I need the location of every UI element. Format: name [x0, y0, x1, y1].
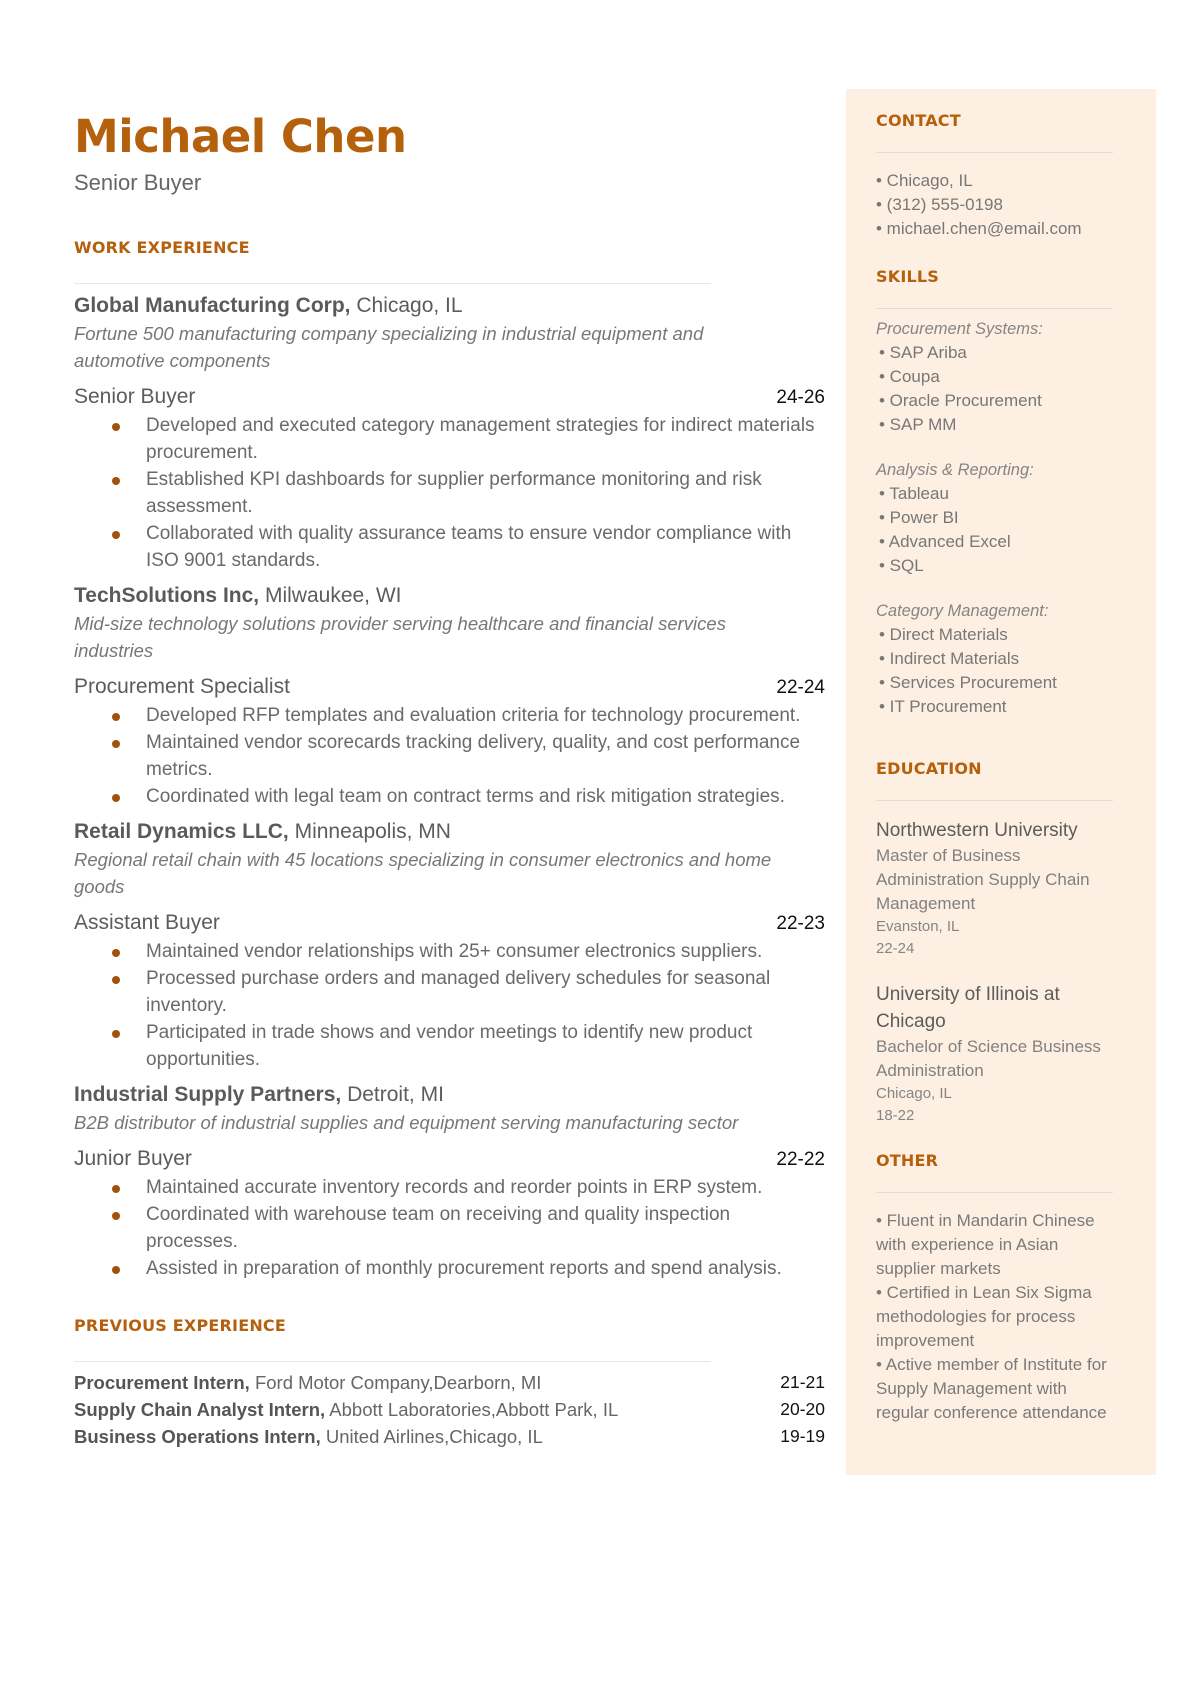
skill-item: • Oracle Procurement — [879, 391, 1042, 410]
bullet-item — [74, 783, 825, 810]
other-list — [876, 1209, 1121, 1425]
bullet-text: Developed RFP templates and evaluation criteria for technology procurement. — [146, 705, 801, 726]
skill-category — [876, 458, 1121, 578]
bullet-text: Maintained vendor scorecards tracking delivery, quality, and cost performance metrics. — [146, 732, 801, 780]
company-name: Retail Dynamics LLC, — [74, 820, 289, 843]
bullet-item — [74, 520, 825, 574]
bullet-dot-icon — [112, 713, 120, 721]
previous-role: Supply Chain Analyst Intern, — [74, 1399, 326, 1420]
bullet-text: Maintained accurate inventory records and reorder points in ERP system. — [146, 1177, 763, 1198]
bullet-item — [74, 1255, 825, 1282]
education-heading: EDUCATION — [876, 759, 982, 778]
previous-experience-list — [74, 1369, 825, 1450]
skills-heading: SKILLS — [876, 267, 939, 286]
previous-dates: 20-20 — [780, 1399, 825, 1419]
school-name: University of Illinois at Chicago — [876, 984, 1060, 1032]
contact-heading: CONTACT — [876, 111, 961, 130]
bullet-item — [74, 702, 825, 729]
previous-experience-text — [74, 1369, 541, 1396]
education-entry — [876, 817, 1121, 960]
skill-item: • Power BI — [879, 508, 959, 527]
other-heading: OTHER — [876, 1151, 939, 1170]
role-row — [74, 909, 825, 938]
bullet-text: Assisted in preparation of monthly procurement reports and spend analysis. — [146, 1258, 782, 1279]
bullet-dot-icon — [112, 423, 120, 431]
job-role: Procurement Specialist — [74, 675, 290, 698]
job-dates: 22-24 — [776, 677, 825, 698]
company-line — [74, 1081, 825, 1109]
job-bullets — [74, 938, 825, 1073]
job-entry — [74, 1081, 825, 1282]
bullet-dot-icon — [112, 531, 120, 539]
skill-item: • Services Procurement — [879, 673, 1057, 692]
education-entry — [876, 981, 1121, 1127]
previous-org: Ford Motor Company,Dearborn, MI — [254, 1372, 542, 1393]
school-location: Evanston, IL — [876, 918, 960, 935]
skill-item: • SAP MM — [879, 415, 957, 434]
bullet-text: Maintained vendor relationships with 25+ consumer electronics suppliers. — [146, 941, 763, 962]
education-dates: 22-24 — [876, 940, 915, 957]
skills-list — [876, 317, 1121, 719]
previous-experience-text — [74, 1423, 543, 1450]
previous-org: Abbott Laboratories,Abbott Park, IL — [329, 1399, 619, 1420]
bullet-text: Processed purchase orders and managed delivery schedules for seasonal inventory. — [146, 968, 771, 1016]
contact-item: • (312) 555-0198 — [876, 195, 1003, 214]
other-item: • Active member of Institute for Supply Management with regular conference attendance — [876, 1355, 1107, 1422]
company-location: Milwaukee, WI — [264, 584, 402, 607]
skill-item: • SAP Ariba — [879, 343, 967, 362]
job-bullets — [74, 702, 825, 810]
company-location: Minneapolis, MN — [294, 820, 451, 843]
company-line — [74, 292, 825, 320]
bullet-dot-icon — [112, 1185, 120, 1193]
job-bullets — [74, 1174, 825, 1282]
previous-dates: 19-19 — [780, 1426, 825, 1446]
skill-item: • Indirect Materials — [879, 649, 1020, 668]
skill-items — [876, 623, 1121, 719]
skill-item: • Advanced Excel — [879, 532, 1011, 551]
bullet-dot-icon — [112, 740, 120, 748]
school-name: Northwestern University — [876, 820, 1078, 841]
role-row — [74, 673, 825, 702]
bullet-dot-icon — [112, 949, 120, 957]
previous-experience-row — [74, 1396, 825, 1423]
skill-category — [876, 599, 1121, 719]
skill-category-name: Category Management: — [876, 602, 1049, 620]
other-item: • Certified in Lean Six Sigma methodologies for process improvement — [876, 1283, 1092, 1350]
company-line — [74, 818, 825, 846]
bullet-text: Collaborated with quality assurance teams to ensure vendor compliance with ISO 9001 standards. — [146, 523, 792, 571]
skill-items — [876, 341, 1121, 437]
other-divider — [876, 1192, 1113, 1193]
previous-experience-row — [74, 1369, 825, 1396]
job-entry — [74, 292, 825, 574]
contact-list — [876, 169, 1121, 241]
skill-category — [876, 317, 1121, 437]
bullet-text: Coordinated with legal team on contract terms and risk mitigation strategies. — [146, 786, 785, 807]
previous-experience-row — [74, 1423, 825, 1450]
previous-role: Procurement Intern, — [74, 1372, 250, 1393]
company-name: TechSolutions Inc, — [74, 584, 260, 607]
skills-divider — [876, 308, 1113, 309]
degree: Master of Business Administration Supply Chain Management — [876, 846, 1090, 913]
company-name: Global Manufacturing Corp, — [74, 294, 351, 317]
skill-item: • SQL — [879, 556, 924, 575]
contact-item: • michael.chen@email.com — [876, 219, 1082, 238]
bullet-dot-icon — [112, 1212, 120, 1220]
bullet-text: Participated in trade shows and vendor meetings to identify new product opportunities. — [146, 1022, 753, 1070]
job-dates: 22-22 — [776, 1149, 825, 1170]
bullet-dot-icon — [112, 477, 120, 485]
bullet-item — [74, 938, 825, 965]
job-bullets — [74, 412, 825, 574]
bullet-item — [74, 1201, 825, 1255]
bullet-dot-icon — [112, 794, 120, 802]
company-line — [74, 582, 825, 610]
bullet-dot-icon — [112, 976, 120, 984]
skill-item: • Direct Materials — [879, 625, 1008, 644]
school-location: Chicago, IL — [876, 1085, 952, 1102]
bullet-text: Established KPI dashboards for supplier performance monitoring and risk assessment. — [146, 469, 762, 517]
education-dates: 18-22 — [876, 1107, 915, 1124]
bullet-item — [74, 965, 825, 1019]
candidate-title: Senior Buyer — [74, 170, 202, 195]
previous-experience-divider — [74, 1361, 711, 1362]
education-divider — [876, 800, 1113, 801]
work-experience-divider — [74, 283, 711, 284]
sidebar — [846, 89, 1156, 1475]
bullet-dot-icon — [112, 1030, 120, 1038]
role-row — [74, 383, 825, 412]
job-dates: 22-23 — [776, 913, 825, 934]
job-dates: 24-26 — [776, 387, 825, 408]
candidate-name: Michael Chen — [74, 110, 407, 163]
education-list — [876, 817, 1121, 1127]
job-entry — [74, 582, 825, 810]
skill-category-name: Procurement Systems: — [876, 320, 1043, 338]
job-role: Senior Buyer — [74, 385, 196, 408]
company-location: Chicago, IL — [356, 294, 463, 317]
bullet-item — [74, 466, 825, 520]
bullet-text: Coordinated with warehouse team on receiving and quality inspection processes. — [146, 1204, 731, 1252]
contact-divider — [876, 152, 1113, 153]
job-entry — [74, 818, 825, 1073]
previous-dates: 21-21 — [780, 1372, 825, 1392]
skill-item: • IT Procurement — [879, 697, 1007, 716]
bullet-text: Developed and executed category management strategies for indirect materials procurement. — [146, 415, 815, 463]
other-item: • Fluent in Mandarin Chinese with experience in Asian supplier markets — [876, 1211, 1095, 1278]
previous-experience-heading: PREVIOUS EXPERIENCE — [74, 1316, 286, 1335]
bullet-dot-icon — [112, 1266, 120, 1274]
company-name: Industrial Supply Partners, — [74, 1083, 342, 1106]
previous-experience-text — [74, 1396, 618, 1423]
role-row — [74, 1145, 825, 1174]
company-description: B2B distributor of industrial supplies and equipment serving manufacturing sector — [74, 1112, 739, 1133]
skill-item: • Coupa — [879, 367, 940, 386]
bullet-item — [74, 1174, 825, 1201]
work-experience-heading: WORK EXPERIENCE — [74, 238, 250, 257]
company-description: Mid-size technology solutions provider serving healthcare and financial services industries — [74, 613, 726, 661]
job-role: Assistant Buyer — [74, 911, 220, 934]
degree: Bachelor of Science Business Administration — [876, 1037, 1101, 1080]
bullet-item — [74, 729, 825, 783]
company-description: Regional retail chain with 45 locations specializing in consumer electronics and home goods — [74, 849, 772, 897]
company-location: Detroit, MI — [347, 1083, 444, 1106]
skill-item: • Tableau — [879, 484, 949, 503]
work-experience-list — [74, 292, 825, 1282]
previous-role: Business Operations Intern, — [74, 1426, 321, 1447]
contact-item: • Chicago, IL — [876, 171, 973, 190]
previous-org: United Airlines,Chicago, IL — [325, 1426, 543, 1447]
bullet-item — [74, 412, 825, 466]
company-description: Fortune 500 manufacturing company specializing in industrial equipment and automotive components — [74, 323, 704, 371]
main-column — [74, 110, 825, 1450]
skill-category-name: Analysis & Reporting: — [876, 461, 1034, 479]
bullet-item — [74, 1019, 825, 1073]
skill-items — [876, 482, 1121, 578]
job-role: Junior Buyer — [74, 1147, 192, 1170]
